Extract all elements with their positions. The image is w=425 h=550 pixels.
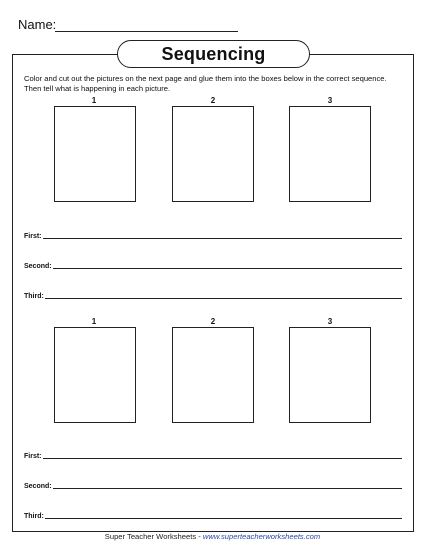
box-number-3: 3 — [327, 96, 333, 105]
page-title: Sequencing — [161, 43, 266, 64]
box-number-2: 2 — [210, 96, 216, 105]
footer-prefix: Super Teacher Worksheets - — [104, 532, 203, 541]
answer-row-second — [24, 479, 402, 491]
answer-line[interactable] — [53, 488, 402, 489]
name-label: Name: — [18, 17, 57, 32]
answer-label: First: — [24, 453, 42, 460]
answer-label: Second: — [24, 263, 52, 270]
box-number-1: 1 — [91, 317, 97, 326]
answer-label: Third: — [24, 513, 44, 520]
box-number-3: 3 — [327, 317, 333, 326]
picture-box-2[interactable] — [172, 106, 254, 202]
answer-row-second — [24, 259, 402, 271]
footer-link[interactable]: www.superteacherworksheets.com — [202, 532, 321, 541]
answer-line[interactable] — [43, 238, 403, 239]
answer-line[interactable] — [45, 298, 402, 299]
answer-row-third — [24, 289, 402, 301]
picture-box-3[interactable] — [289, 106, 371, 202]
answer-line[interactable] — [43, 458, 403, 459]
name-row — [18, 14, 238, 36]
box-number-1: 1 — [91, 96, 97, 105]
answer-label: Third: — [24, 293, 44, 300]
name-input-line[interactable] — [55, 31, 238, 32]
picture-box-3[interactable] — [289, 327, 371, 423]
instructions-text: Color and cut out the pictures on the next page and glue them into the boxes below in the correct sequence. Then tell what is happening in each picture. — [24, 74, 387, 93]
title-banner — [117, 40, 310, 68]
picture-box-2[interactable] — [172, 327, 254, 423]
title-pill — [117, 40, 310, 68]
answer-row-third — [24, 509, 402, 521]
box-number-2: 2 — [210, 317, 216, 326]
answer-row-first — [24, 229, 402, 241]
answer-label: Second: — [24, 483, 52, 490]
picture-box-1[interactable] — [54, 327, 136, 423]
answer-row-first — [24, 449, 402, 461]
answer-line[interactable] — [45, 518, 402, 519]
answer-label: First: — [24, 233, 42, 240]
picture-box-1[interactable] — [54, 106, 136, 202]
answer-line[interactable] — [53, 268, 402, 269]
footer — [0, 531, 425, 543]
